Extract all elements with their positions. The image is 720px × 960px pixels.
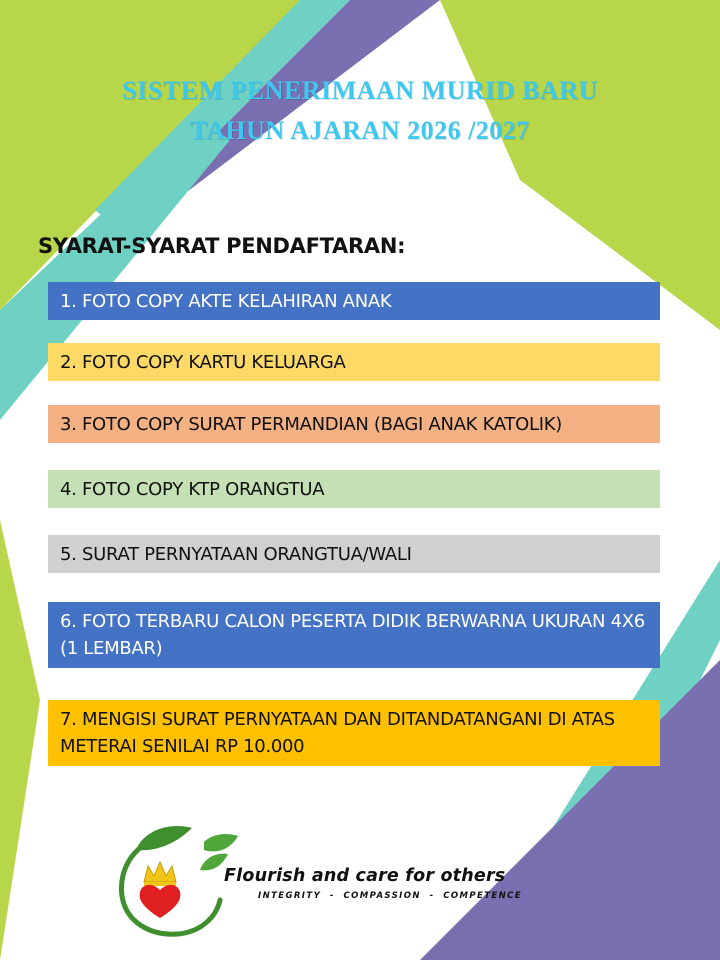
requirement-text: 5. SURAT PERNYATAAN ORANGTUA/WALI — [60, 543, 412, 565]
requirement-text: 1. FOTO COPY AKTE KELAHIRAN ANAK — [60, 290, 392, 312]
requirement-item-4 — [48, 470, 660, 508]
requirement-item-1 — [48, 282, 660, 320]
requirement-text: 4. FOTO COPY KTP ORANGTUA — [60, 478, 325, 500]
school-slogan: Flourish and care for others — [224, 866, 506, 886]
page-title-line-1: SISTEM PENERIMAAN MURID BARU — [122, 76, 598, 105]
requirement-text: 6. FOTO TERBARU CALON PESERTA DIDIK BERWARNA UKURAN 4X6 (1 LEMBAR) — [60, 611, 645, 659]
requirement-item-7 — [48, 700, 660, 766]
requirements-heading: SYARAT-SYARAT PENDAFTARAN: — [38, 234, 406, 258]
requirement-text: 2. FOTO COPY KARTU KELUARGA — [60, 351, 346, 373]
requirement-item-6 — [48, 602, 660, 668]
page-title-line-2: TAHUN AJARAN 2026 /2027 — [190, 116, 530, 145]
requirement-text: 7. MENGISI SURAT PERNYATAAN DAN DITANDATANGANI DI ATAS METERAI SENILAI RP 10.000 — [60, 709, 615, 757]
crown-icon — [144, 862, 176, 886]
requirement-text: 3. FOTO COPY SURAT PERMANDIAN (BAGI ANAK KATOLIK) — [60, 413, 562, 435]
heart-icon — [140, 885, 181, 918]
requirement-item-3 — [48, 405, 660, 443]
leaf-icon — [136, 826, 238, 870]
school-values: INTEGRITY - COMPASSION - COMPETENCE — [258, 891, 522, 901]
decor-lime-bottom-left — [0, 520, 40, 960]
decor-lime-top-right — [440, 0, 720, 330]
requirement-item-5 — [48, 535, 660, 573]
requirement-item-2 — [48, 343, 660, 381]
